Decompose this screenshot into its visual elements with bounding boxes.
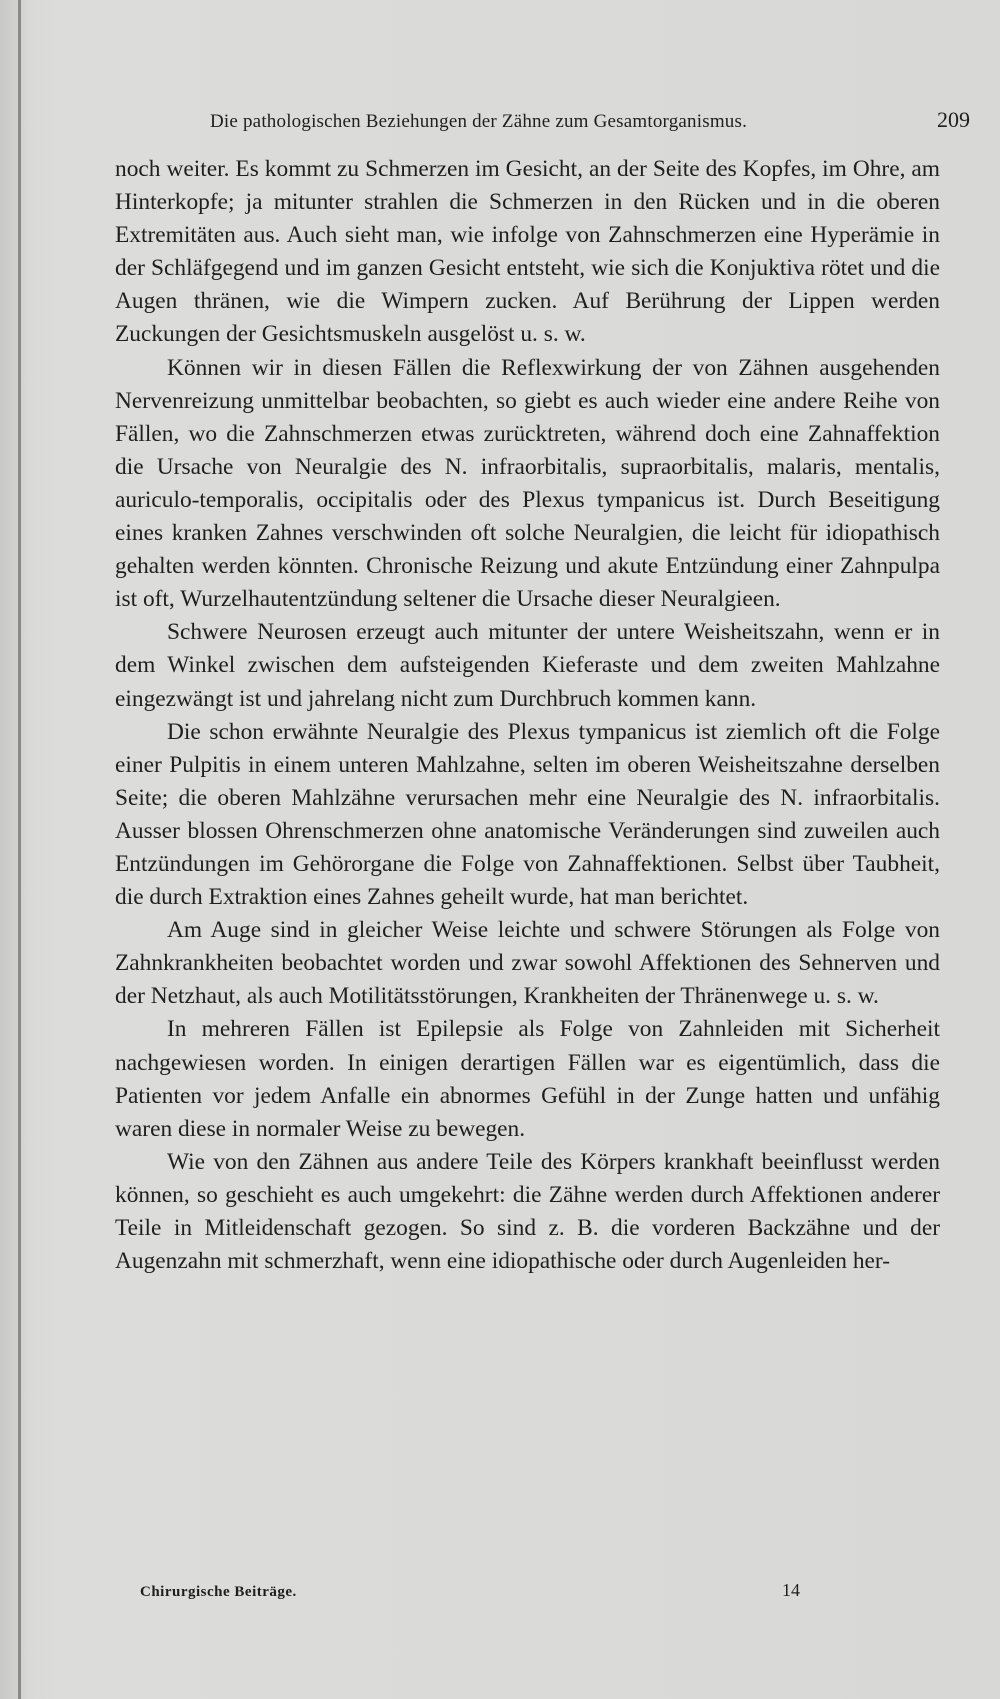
paragraph: Schwere Neurosen erzeugt auch mitunter der untere Weisheitszahn, wenn er in dem Winkel zwischen dem aufsteigenden Kieferaste und dem zweiten Mahlzahne eingezwängt ist und jahrelang nicht zum Durchbruch kommen kann.	[115, 619, 940, 712]
journal-title: Chirurgische Beiträge.	[140, 1584, 297, 1600]
paragraph: Am Auge sind in gleicher Weise leichte und schwere Störungen als Folge von Zahnkrankheiten beobachtet worden und zwar sowohl Affektionen des Sehnerven und der Netzhaut, als auch Motilitätsstörungen, Krankheiten der Thränenwege u. s. w.	[115, 917, 940, 1010]
page-footer	[140, 1580, 800, 1601]
signature-mark: 14	[782, 1580, 800, 1600]
running-title: Die pathologischen Beziehungen der Zähne zum Gesamtorganismus.	[210, 111, 748, 132]
paragraph: noch weiter. Es kommt zu Schmerzen im Gesicht, an der Seite des Kopfes, im Ohre, am Hinterkopfe; ja mitunter strahlen die Schmerzen in den Rücken und in die oberen Extremitäten aus. Auch sieht man, wie infolge von Zahnschmerzen eine Hyperämie in der Schläfgegend und im ganzen Gesicht entsteht, wie sich die Konjuktiva rötet und die Augen thränen, wie die Wimpern zucken. Auf Berührung der Lippen werden Zuckungen der Gesichtsmuskeln ausgelöst u. s. w.	[115, 156, 940, 348]
paragraph: Die schon erwähnte Neuralgie des Plexus tympanicus ist ziemlich oft die Folge einer Pulpitis in einem unteren Mahlzahne, selten im oberen Weisheitszahne derselben Seite; die oberen Mahlzähne verursachen mehr eine Neuralgie des N. infraorbitalis. Ausser blossen Ohrenschmerzen ohne anatomische Veränderungen sind zuweilen auch Entzündungen im Gehörorgane die Folge von Zahnaffektionen. Selbst über Taubheit, die durch Extraktion eines Zahnes geheilt wurde, hat man berichtet.	[115, 718, 940, 911]
page-number: 209	[937, 107, 970, 132]
body-text	[115, 153, 940, 1278]
binding-gutter	[18, 0, 21, 1699]
running-head	[210, 107, 970, 147]
paragraph: Können wir in diesen Fällen die Reflexwirkung der von Zähnen ausgehenden Nervenreizung unmittelbar beobachten, so giebt es auch wieder eine andere Reihe von Fällen, wo die Zahnschmerzen etwas zurücktreten, während doch eine Zahnaffektion die Ursache von Neuralgie des N. infraorbitalis, supraorbitalis, malaris, mentalis, auriculo-temporalis, occipitalis oder des Plexus tympanicus ist. Durch Beseitigung eines kranken Zahnes verschwinden oft solche Neuralgien, die leicht für idiopathisch gehalten werden könnten. Chronische Reizung und akute Entzündung einer Zahnpulpa ist oft, Wurzelhautentzündung seltener die Ursache dieser Neuralgieen.	[115, 354, 940, 613]
paragraph: In mehreren Fällen ist Epilepsie als Folge von Zahnleiden mit Sicherheit nachgewiesen worden. In einigen derartigen Fällen war es eigentümlich, dass die Patienten vor jedem Anfalle ein abnormes Gefühl in der Zunge hatten und unfähig waren diese in normaler Weise zu bewegen.	[115, 1016, 940, 1142]
paragraph: Wie von den Zähnen aus andere Teile des Körpers krankhaft beeinflusst werden können, so geschieht es auch umgekehrt: die Zähne werden durch Affektionen anderer Teile in Mitleidenschaft gezogen. So sind z. B. die vorderen Backzähne und der Augenzahn mit schmerzhaft, wenn eine idiopathische oder durch Augenleiden her-	[115, 1148, 940, 1275]
